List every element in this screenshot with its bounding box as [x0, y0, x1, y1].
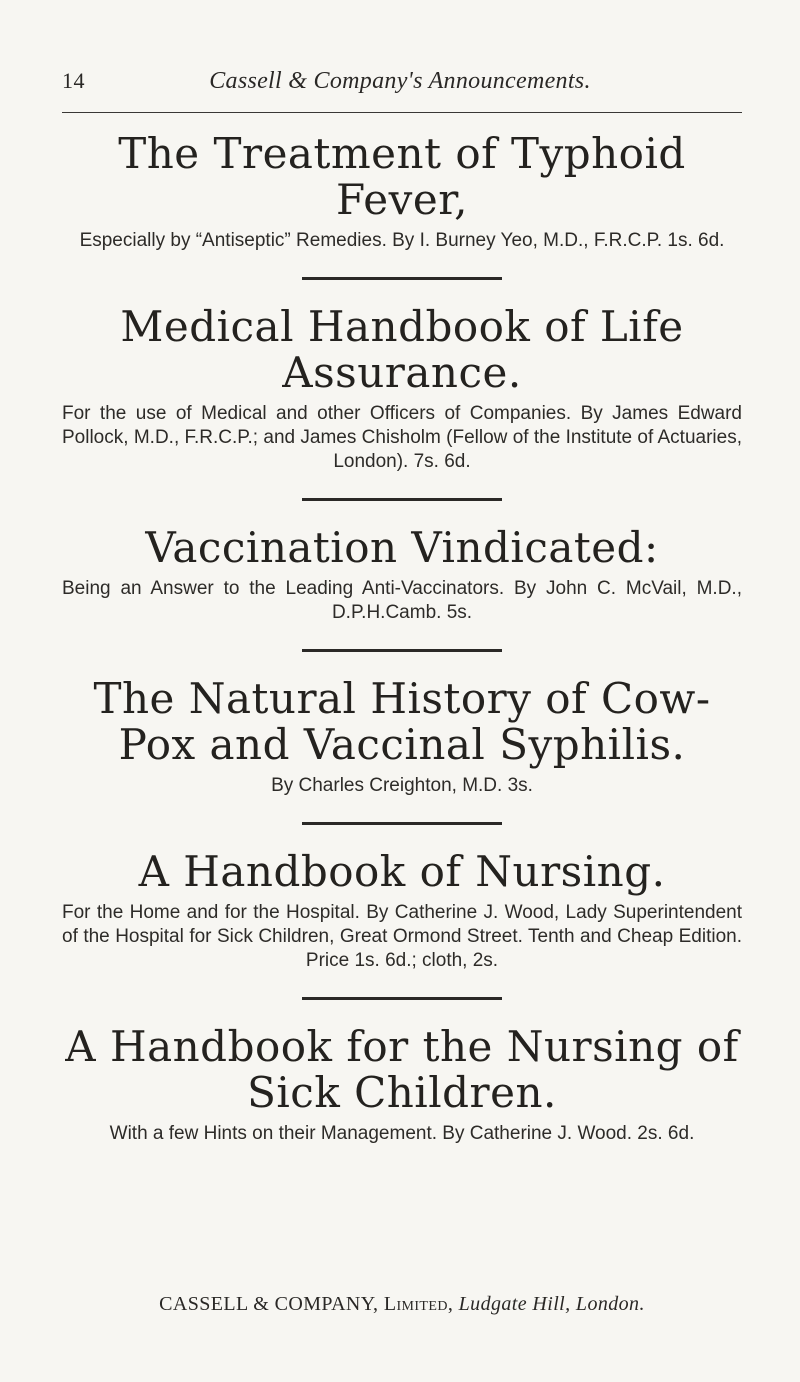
entry-vaccination-vindicated	[62, 525, 742, 625]
divider-rule	[302, 498, 502, 501]
entry-cow-pox	[62, 676, 742, 798]
entry-title: The Treatment of Typhoid Fever,	[118, 129, 686, 224]
entry-typhoid-fever	[62, 131, 742, 253]
entry-description: For the use of Medical and other Officers of Companies. By James Edward Pollock, M.D., F.R.C.P.; and James Chisholm (Fellow of the Institute of Actuaries, London). 7s. 6d.	[62, 403, 742, 472]
entry-nursing-sick-children	[62, 1024, 742, 1146]
entry-description: For the Home and for the Hospital. By Catherine J. Wood, Lady Superintendent of the Hospital for Sick Children, Great Ormond Street. Tenth and Cheap Edition. Price 1s. 6d.; cloth, 2s.	[62, 902, 742, 971]
entry-description: Being an Answer to the Leading Anti-Vaccinators. By John C. McVail, M.D., D.P.H.Camb. 5s.	[62, 578, 742, 623]
running-title: Cassell & Company's Announcements.	[209, 68, 591, 94]
entry-title: A Handbook of Nursing.	[138, 847, 666, 896]
entry-handbook-nursing	[62, 849, 742, 973]
announcements-list	[62, 131, 742, 1146]
entry-life-assurance	[62, 304, 742, 474]
divider-rule	[302, 997, 502, 1000]
entry-description: Especially by “Antiseptic” Remedies. By I. Burney Yeo, M.D., F.R.C.P. 1s. 6d.	[79, 230, 725, 251]
entry-title: A Handbook for the Nursing of Sick Children.	[65, 1022, 739, 1117]
publisher-name: CASSELL & COMPANY,	[159, 1293, 379, 1315]
entry-title: The Natural History of Cow-Pox and Vaccinal Syphilis.	[93, 674, 711, 769]
entry-description: By Charles Creighton, M.D. 3s.	[271, 775, 533, 796]
page-header	[0, 68, 800, 118]
publisher-limited: Limited,	[383, 1293, 454, 1315]
entry-title: Vaccination Vindicated:	[145, 523, 659, 572]
divider-rule	[302, 277, 502, 280]
publisher-imprint	[62, 1293, 742, 1316]
divider-rule	[302, 822, 502, 825]
publisher-address: Ludgate Hill, London.	[458, 1293, 645, 1315]
entry-title: Medical Handbook of Life Assurance.	[120, 302, 684, 397]
page-number: 14	[62, 68, 85, 93]
divider-rule	[302, 649, 502, 652]
header-rule	[62, 112, 742, 113]
entry-description: With a few Hints on their Management. By Catherine J. Wood. 2s. 6d.	[109, 1123, 695, 1144]
